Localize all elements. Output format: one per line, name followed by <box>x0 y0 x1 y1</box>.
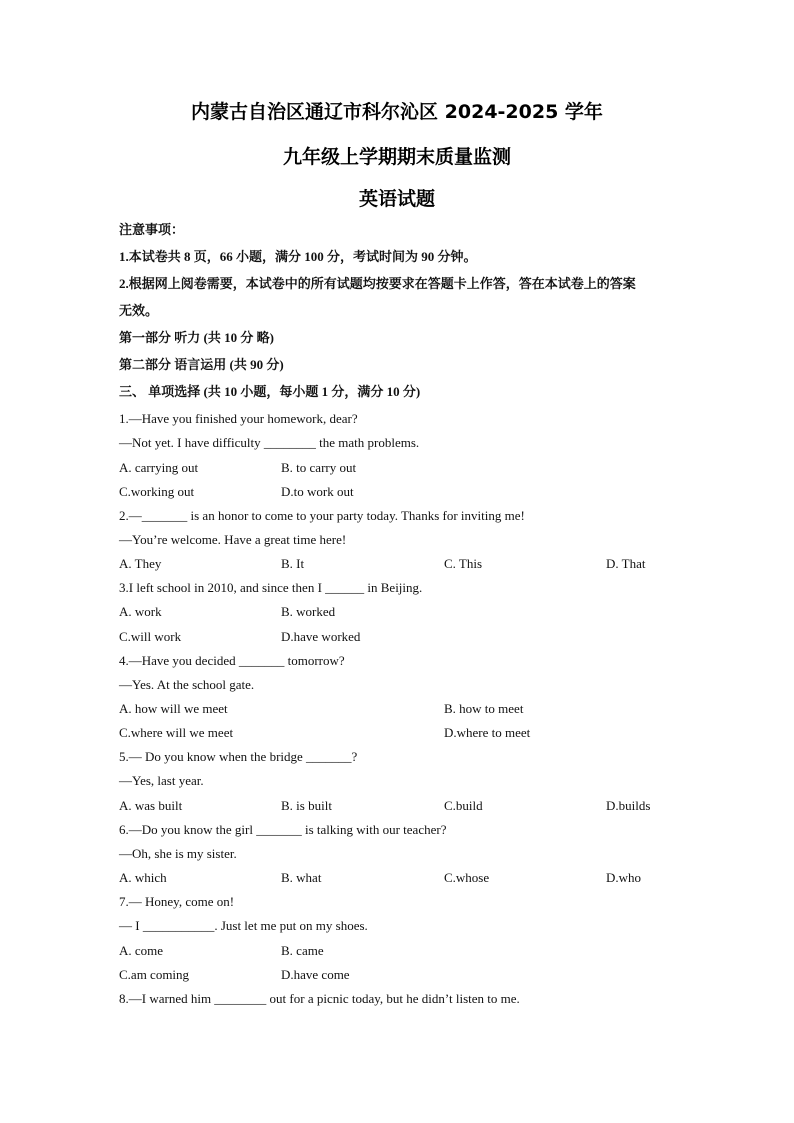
question-5-option-a: A. was built <box>119 798 183 813</box>
part2-heading: 第二部分 语言运用 (共 90 分) <box>119 357 284 372</box>
question-3-option-a: A. work <box>119 604 162 619</box>
question-2-option-d: D. That <box>606 556 646 571</box>
note-item-2-cont: 无效。 <box>119 303 159 318</box>
question-6-option-c: C.whose <box>444 870 490 885</box>
question-1-stem: 1.—Have you finished your homework, dear? <box>119 411 358 426</box>
question-3-option-d: D.have worked <box>281 629 361 644</box>
question-1-reply: —Not yet. I have difficulty ________ the math problems. <box>119 435 420 450</box>
question-7-option-c: C.am coming <box>119 967 190 982</box>
question-5-option-c: C.build <box>444 798 483 813</box>
question-3-option-b: B. worked <box>281 604 336 619</box>
question-4-option-c: C.where will we meet <box>119 725 234 740</box>
question-4-option-a: A. how will we meet <box>119 701 228 716</box>
question-7-option-b: B. came <box>281 943 324 958</box>
question-7-stem: 7.— Honey, come on! <box>119 894 235 909</box>
question-7-option-d: D.have come <box>281 967 350 982</box>
section3-heading: 三、 单项选择 (共 10 小题，每小题 1 分，满分 10 分) <box>119 384 421 399</box>
question-1-option-c: C.working out <box>119 484 195 499</box>
question-6-option-d: D.who <box>606 870 642 885</box>
note-item-1: 1.本试卷共 8 页，66 小题，满分 100 分，考试时间为 90 分钟。 <box>119 249 477 264</box>
question-3-option-c: C.will work <box>119 629 182 644</box>
question-4-option-d: D.where to meet <box>444 725 531 740</box>
question-2-option-c: C. This <box>444 556 483 571</box>
part1-heading: 第一部分 听力 (共 10 分 略) <box>119 330 274 345</box>
question-6-option-a: A. which <box>119 870 167 885</box>
question-5-option-d: D.builds <box>606 798 651 813</box>
question-7-reply: — I ___________. Just let me put on my shoes. <box>119 918 368 933</box>
question-2-option-a: A. They <box>119 556 162 571</box>
notes-heading: 注意事项： <box>119 222 185 237</box>
question-1-option-a: A. carrying out <box>119 460 199 475</box>
note-item-2: 2.根据网上阅卷需要，本试卷中的所有试题均按要求在答题卡上作答，答在本试卷上的答案 <box>119 276 636 291</box>
question-4-reply: —Yes. At the school gate. <box>119 677 255 692</box>
question-2-option-b: B. It <box>281 556 305 571</box>
question-5-reply: —Yes, last year. <box>119 773 204 788</box>
question-6-option-b: B. what <box>281 870 322 885</box>
question-4-stem: 4.—Have you decided _______ tomorrow? <box>119 653 345 668</box>
question-2-stem: 2.—_______ is an honor to come to your party today. Thanks for inviting me! <box>119 508 525 523</box>
question-7-option-a: A. come <box>119 943 164 958</box>
question-4-option-b: B. how to meet <box>444 701 524 716</box>
exam-title-line2: 九年级上学期期末质量监测 <box>282 146 511 168</box>
question-6-stem: 6.—Do you know the girl _______ is talking with our teacher? <box>119 822 447 837</box>
question-8-stem: 8.—I warned him ________ out for a picnic today, but he didn’t listen to me. <box>119 991 520 1006</box>
question-1-option-b: B. to carry out <box>281 460 357 475</box>
question-1-option-d: D.to work out <box>281 484 354 499</box>
question-5-option-b: B. is built <box>281 798 332 813</box>
question-5-stem: 5.— Do you know when the bridge _______? <box>119 749 358 764</box>
question-3-stem: 3.I left school in 2010, and since then I ______ in Beijing. <box>119 580 423 595</box>
exam-title-line1: 内蒙古自治区通辽市科尔沁区 2024-2025 学年 <box>191 101 603 123</box>
question-6-reply: —Oh, she is my sister. <box>119 846 237 861</box>
question-2-reply: —You’re welcome. Have a great time here! <box>119 532 347 547</box>
exam-title-line3: 英语试题 <box>358 188 435 210</box>
